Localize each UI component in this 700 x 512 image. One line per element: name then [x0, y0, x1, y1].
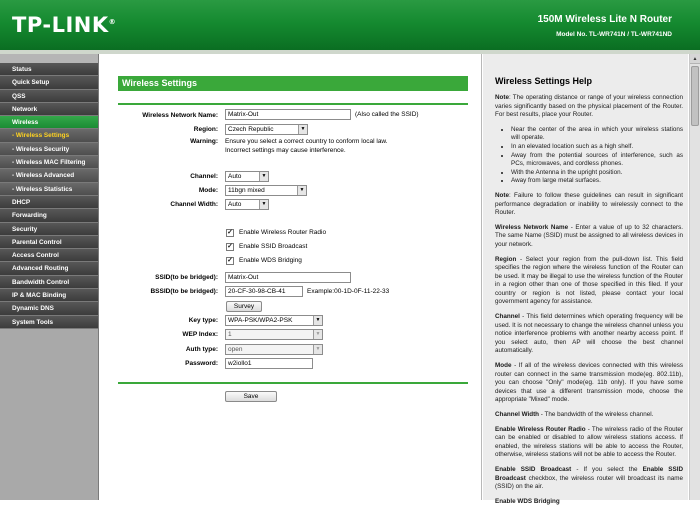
help-panel: [483, 54, 688, 505]
auth-type-select[interactable]: [225, 344, 323, 355]
page-title: Wireless Settings: [118, 76, 468, 91]
wds-checkbox[interactable]: ✓: [227, 257, 233, 264]
help-scrollbar[interactable]: [689, 54, 700, 500]
sidebar-item-security[interactable]: Security: [0, 223, 98, 236]
bridged-bssid-label: BSSID(to be bridged):: [150, 288, 218, 295]
sidebar-item-system-tools[interactable]: System Tools: [0, 316, 98, 329]
help-ssid-text: - Enter a value of up to 32 characters. The same Name (SSID) must be assigned to all wireless devices in your network.: [495, 223, 683, 248]
bridged-ssid-input[interactable]: Matrix-Out: [225, 272, 351, 283]
help-mode-label: Mode: [495, 362, 512, 370]
help-channel-width-label: Channel Width: [495, 411, 540, 418]
help-radio: [495, 426, 683, 460]
key-type-select[interactable]: [225, 315, 323, 326]
header-banner: [0, 0, 700, 50]
sidebar-item-wireless-settings[interactable]: - Wireless Settings: [0, 129, 98, 142]
channel-select[interactable]: [225, 171, 269, 182]
sidebar-item-wireless-advanced[interactable]: - Wireless Advanced: [0, 169, 98, 182]
help-note-1-label: Note: [495, 94, 509, 101]
help-note-1-text: : The operating distance or range of your wireless connection varies significantly based on the physical placement of the Router. For best results, place your Router.: [495, 94, 683, 119]
sidebar-item-wireless-statistics[interactable]: - Wireless Statistics: [0, 183, 98, 196]
chevron-down-icon: ▼: [313, 345, 322, 354]
warning-text-line-2: Incorrect settings may cause interference.: [225, 147, 346, 154]
bridged-ssid-label: SSID(to be bridged):: [155, 274, 218, 281]
help-note-2-label: Note: [495, 191, 509, 199]
wep-index-select[interactable]: [225, 329, 323, 340]
radio-checkbox-label: Enable Wireless Router Radio: [239, 229, 327, 236]
help-mode-text: - If all of the wireless devices connected with this wireless router can connect in the same transmission mode(eg. 802.11b), you can choose "Only" mode(eg. 11b only). If you have some devices that use a different transmission mode, choose the appropriate "Mixed" mode.: [495, 362, 683, 404]
sidebar-item-wireless-mac-filtering[interactable]: - Wireless MAC Filtering: [0, 156, 98, 169]
auth-type-label: Auth type:: [185, 346, 218, 353]
help-ssid-broadcast-bold: Enable SSID Broadcast: [495, 465, 683, 482]
channel-width-select[interactable]: [225, 199, 269, 210]
help-wds: [495, 498, 683, 507]
help-channel-width-text: - The bandwidth of the wireless channel.: [539, 411, 654, 418]
chevron-down-icon: ▼: [313, 316, 322, 325]
help-channel: [495, 313, 683, 356]
sidebar-item-access-control[interactable]: Access Control: [0, 249, 98, 262]
password-label: Password:: [185, 360, 218, 367]
sidebar-item-status[interactable]: Status: [0, 63, 98, 76]
help-radio-label: Enable Wireless Router Radio: [495, 425, 586, 433]
help-region-label: Region: [495, 255, 517, 263]
network-name-input[interactable]: Matrix-Out: [225, 109, 351, 120]
help-note-2: [495, 192, 683, 218]
sidebar-item-ip-mac-binding[interactable]: IP & MAC Binding: [0, 289, 98, 302]
help-channel-label: Channel: [495, 313, 520, 321]
model-number: Model No. TL-WR741N / TL-WR741ND: [556, 31, 672, 38]
sidebar-item-network[interactable]: Network: [0, 103, 98, 116]
sidebar-item-bandwidth-control[interactable]: Bandwidth Control: [0, 276, 98, 289]
sidebar: [0, 54, 99, 500]
password-input[interactable]: w2iollo1: [225, 358, 313, 369]
mode-label: Mode:: [198, 187, 218, 194]
radio-checkbox[interactable]: ✓: [227, 229, 233, 236]
help-ssid: [495, 224, 683, 250]
help-ssid-broadcast-text-2: checkbox, the wireless router will broadcast its name (SSID) on the air.: [495, 474, 683, 491]
logo-registered-mark: ®: [108, 18, 117, 26]
ssid-broadcast-checkbox-label: Enable SSID Broadcast: [239, 243, 308, 250]
wds-checkbox-label: Enable WDS Bridging: [239, 257, 302, 264]
help-channel-text: - This field determines which operating frequency will be used. It is not necessary to change the wireless channel unless you notice interference problems with another nearby access point. If you select auto, then AP will choose the best channel automatically.: [495, 313, 683, 355]
list-item: • Away from large metal surfaces.: [511, 177, 683, 186]
auth-type-value: open: [228, 346, 243, 353]
form-bottom-divider: [118, 382, 468, 384]
help-note-2-text: : Failure to follow these guidelines can result in significant performance degradation or inability to wirelessly connect to the Router.: [495, 191, 683, 217]
help-ssid-broadcast-text-1: - If you select the: [571, 465, 643, 473]
list-item: • Near the center of the area in which your wireless stations will operate.: [511, 126, 683, 143]
wep-index-label: WEP Index:: [182, 331, 218, 338]
region-value: Czech Republic: [228, 126, 274, 133]
key-type-value: WPA-PSK/WPA2-PSK: [228, 317, 293, 324]
help-ssid-label: Wireless Network Name: [495, 223, 569, 231]
help-ssid-broadcast: [495, 466, 683, 492]
channel-value: Auto: [228, 173, 242, 180]
list-item: • In an elevated location such as a high shelf.: [511, 143, 683, 152]
sidebar-top-spacer: [0, 54, 98, 63]
region-label: Region:: [193, 126, 218, 133]
help-mode: [495, 362, 683, 405]
help-channel-width: [495, 411, 683, 420]
sidebar-item-quick-setup[interactable]: Quick Setup: [0, 76, 98, 89]
wep-index-value: 1: [228, 331, 232, 338]
model-title: 150M Wireless Lite N Router: [537, 14, 672, 25]
chevron-down-icon: ▼: [259, 172, 268, 181]
sidebar-item-dhcp[interactable]: DHCP: [0, 196, 98, 209]
sidebar-item-wireless-security[interactable]: - Wireless Security: [0, 143, 98, 156]
logo-text: TP-LINK: [12, 13, 109, 37]
help-region: [495, 256, 683, 308]
bssid-example: Example:00-1D-0F-11-22-33: [307, 288, 390, 295]
help-placement-list: [511, 126, 683, 186]
scrollbar-thumb[interactable]: [691, 66, 699, 126]
survey-button[interactable]: Survey: [226, 301, 262, 312]
help-wds-label: Enable WDS Bridging: [495, 497, 560, 505]
list-item: • Away from the potential sources of interference, such as PCs, microwaves, and cordless phones.: [511, 152, 683, 169]
warning-text-line-1: Ensure you select a correct country to conform local law.: [225, 138, 388, 145]
sidebar-item-advanced-routing[interactable]: Advanced Routing: [0, 262, 98, 275]
channel-width-value: Auto: [228, 201, 242, 208]
help-title: Wireless Settings Help: [495, 76, 592, 86]
list-item: • With the Antenna in the upright position.: [511, 169, 683, 178]
help-body: [495, 94, 683, 512]
sidebar-item-dynamic-dns[interactable]: Dynamic DNS: [0, 302, 98, 315]
chevron-down-icon: ▼: [297, 186, 306, 195]
save-button[interactable]: Save: [225, 391, 277, 402]
scroll-up-arrow-icon[interactable]: ▲: [690, 54, 700, 64]
ssid-broadcast-checkbox[interactable]: ✓: [227, 243, 233, 250]
sidebar-item-wireless[interactable]: Wireless: [0, 116, 98, 129]
channel-label: Channel:: [190, 173, 218, 180]
title-divider: [118, 103, 468, 105]
key-type-label: Key type:: [188, 317, 218, 324]
mode-select[interactable]: [225, 185, 307, 196]
network-name-note: (Also called the SSID): [355, 111, 419, 118]
sidebar-item-qss[interactable]: QSS: [0, 90, 98, 103]
sidebar-item-parental-control[interactable]: Parental Control: [0, 236, 98, 249]
network-name-label: Wireless Network Name:: [142, 112, 218, 119]
main-content: [100, 54, 482, 500]
help-ssid-broadcast-label: Enable SSID Broadcast: [495, 465, 572, 473]
bridged-bssid-input[interactable]: 20-CF-30-98-CB-41: [225, 286, 303, 297]
help-region-text: - Select your region from the pull-down list. This field specifies the region where the wireless function of the Router can be used. It may be illegal to use the wireless function of the Router in a region other than one of those specified in this filed. If your country or region is not listed, please contact your local government agency for assistance.: [495, 255, 683, 306]
mode-value: 11bgn mixed: [228, 187, 265, 194]
warning-label: Warning:: [190, 138, 218, 145]
sidebar-menu: [0, 63, 98, 329]
channel-width-label: Channel Width:: [170, 201, 218, 208]
region-select[interactable]: [225, 124, 308, 135]
chevron-down-icon: ▼: [259, 200, 268, 209]
sidebar-item-forwarding[interactable]: Forwarding: [0, 209, 98, 222]
chevron-down-icon: ▼: [313, 330, 322, 339]
help-radio-text: - The wireless radio of the Router can be enabled or disabled to allow wireless stations access. If enabled, the wireless stations will be able to access the Router, otherwise, wireless stations will not be able to access the Router.: [495, 425, 684, 459]
help-note-1: [495, 94, 683, 120]
tp-link-logo: [12, 15, 116, 36]
chevron-down-icon: ▼: [298, 125, 307, 134]
